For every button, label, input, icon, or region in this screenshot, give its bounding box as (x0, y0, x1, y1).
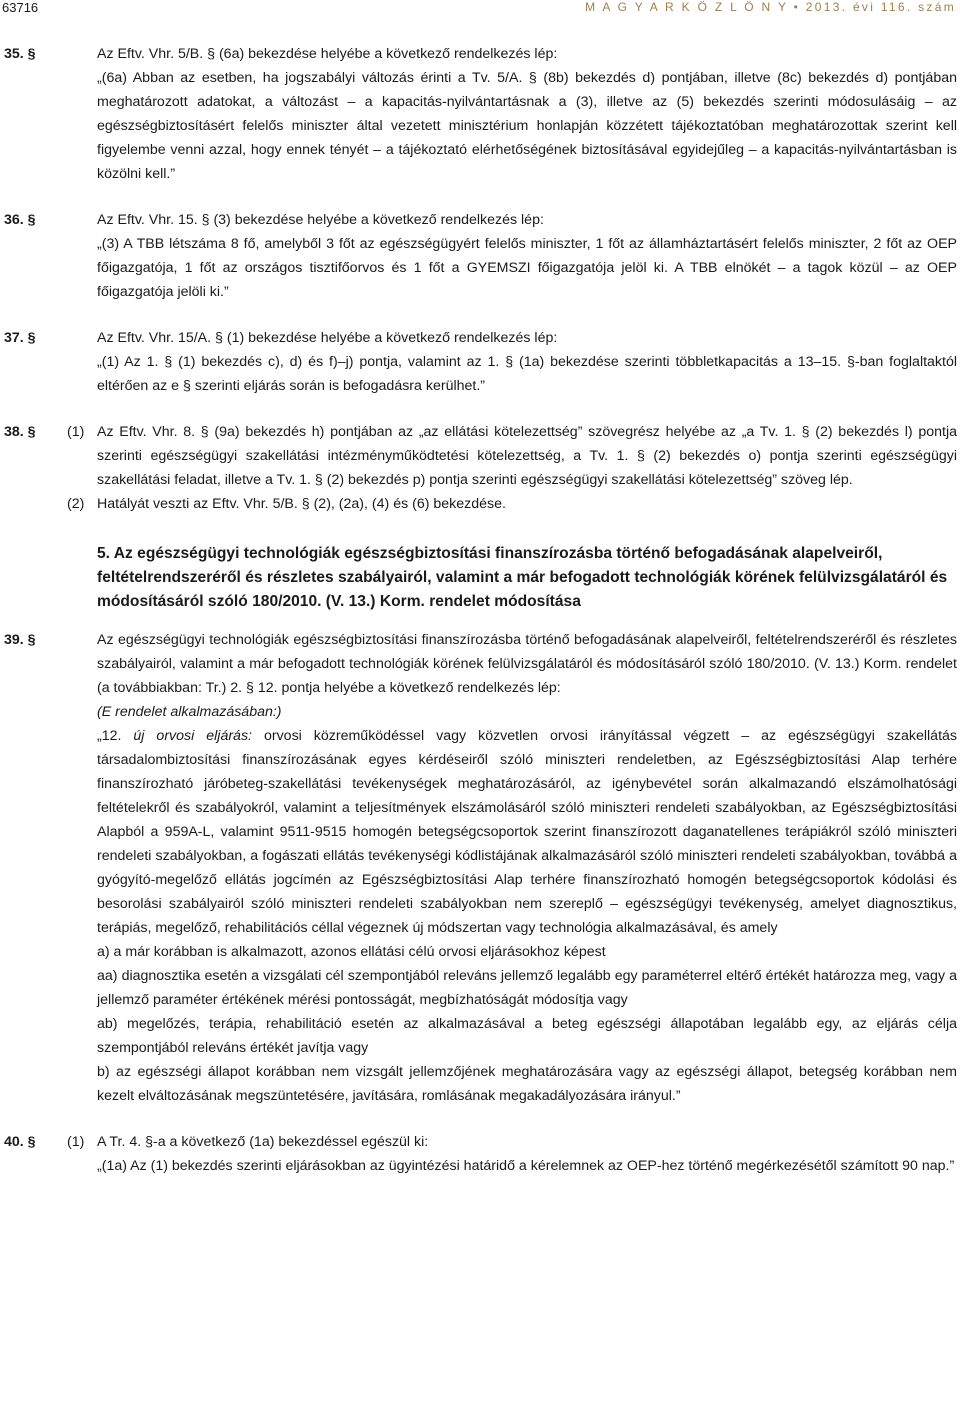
section-number: 39. § (4, 632, 36, 648)
amendment-text: „(1) Az 1. § (1) bekezdés c), d) és f)–j) pontja, valamint az 1. § (1a) bekezdése szerinti többletkapacitás a 13–15. §-ban foglaltaktól eltérően az e § szerinti eljárás során is befogadásra kerülhet.” (97, 354, 957, 394)
section-35 (0, 42, 960, 186)
section-number: 35. § (4, 46, 36, 62)
subsection-body (97, 420, 957, 492)
section-38 (0, 420, 960, 516)
subsection-text: Az Eftv. Vhr. 8. § (9a) bekezdés h) pontjában az „az ellátási kötelezettség” szövegrész helyébe az „a Tv. 1. § (2) bekezdés l) pontja szerinti egészségügyi szakellátási intézményműködtetési kötelezettség, a Tv. 1. § (2) bekezdés o) pontja szerinti egészségügyi szakellátási feladat, illetve a Tv. 1. § (2) bekezdés p) pontja szerinti egészségügyi szakellátási kötelezettség” szöveg lép. (97, 424, 957, 488)
chapter-title: 5. Az egészségügyi technológiák egészségbiztosítási finanszírozásba történő befogadásának alapelveiről, feltételrendszeréről és részletes szabályairól, valamint a már befogadott technológiák körének felülvizsgálatáról és módosításáról szóló 180/2010. (V. 13.) Korm. rendelet módosítása (97, 545, 948, 610)
amendment-text: „(1a) Az (1) bekezdés szerinti eljárásokban az ügyintézési határidő a kérelemnek az OEP-hez történő megérkezésétől számított 90 nap.” (97, 1158, 955, 1174)
section-number: 38. § (4, 424, 36, 440)
section-body (97, 628, 957, 1108)
context-note: (E rendelet alkalmazásában:) (97, 704, 282, 720)
point-ab: ab) megelőzés, terápia, rehabilitáció esetén az alkalmazásával a beteg egészségi állapotában legalább egy, az eljárás célja szempontjából releváns értékét javítja vagy (97, 1016, 957, 1056)
section-number: 36. § (4, 212, 36, 228)
amendment-intro: Az Eftv. Vhr. 15. § (3) bekezdése helyébe a következő rendelkezés lép: (97, 212, 544, 228)
subsection-text: Hatályát veszti az Eftv. Vhr. 5/B. § (2), (2a), (4) és (6) bekezdése. (97, 496, 506, 512)
section-body (97, 42, 957, 186)
quote-open: „12. (97, 728, 134, 744)
subsection-text: A Tr. 4. §-a a következő (1a) bekezdéssel egészül ki: (97, 1134, 429, 1150)
section-number: 37. § (4, 330, 36, 346)
definition-paragraph (97, 724, 957, 940)
section-40 (0, 1130, 960, 1178)
subsection-number: (1) (67, 424, 85, 440)
page-number: 63716 (2, 0, 39, 15)
section-number: 40. § (4, 1134, 36, 1150)
amendment-intro: Az Eftv. Vhr. 5/B. § (6a) bekezdése helyébe a következő rendelkezés lép: (97, 46, 558, 62)
definition-text: orvosi közreműködéssel vagy közvetlen orvosi irányítással végzett – az egészségügyi szakellátás társadalombiztosítási finanszírozásának egyes kérdéseiről szóló miniszteri rendeletben, az Egészségbiztosítási Alap terhére finanszírozható járóbeteg-szakellátási tevékenységek meghatározásáról, az igénybevétel során alkalmazandó elszámolhatósági feltételekről és szabályokról, valamint a teljesítmények elszámolásáról szóló miniszteri rendeleti szabályokban, az Egészségbiztosítási Alapból a 959A-L, valamint 9511-9515 homogén betegségcsoportok szerint finanszírozott daganatellenes terápiákról szóló miniszteri rendeleti szabályokban, a fogászati ellátás tevékenységi kódlistájának alkalmazásáról szóló miniszteri rendeleti szabályokban, továbbá a gyógyító-megelőző ellátás jogcímén az Egészségbiztosítási Alap terhére finanszírozható homogén betegségcsoportok kódolási és besorolási szabályairól szóló miniszteri rendeleti szabályokban nem szereplő – egészségügyi tevékenység, amelyet diagnosztikus, terápiás, megelőző, rehabilitációs céllal végeznek új módszertan vagy technológia alkalmazásával, és amely (97, 728, 957, 936)
subsection-number: (1) (67, 1134, 85, 1150)
journal-title: M A G Y A R K Ö Z L Ö N Y • 2013. évi 116. szám (585, 0, 956, 14)
page-header (0, 0, 960, 20)
section-body (97, 208, 957, 304)
section-36 (0, 208, 960, 304)
section-body (97, 326, 957, 398)
subsection-body (97, 1130, 957, 1178)
section-39 (0, 628, 960, 1108)
amendment-intro: Az Eftv. Vhr. 15/A. § (1) bekezdése helyébe a következő rendelkezés lép: (97, 330, 558, 346)
defined-term: új orvosi eljárás: (133, 728, 252, 744)
amendment-text: „(3) A TBB létszáma 8 fő, amelyből 3 főt az egészségügyért felelős miniszter, 1 főt az államháztartásért felelős miniszter, 2 főt az OEP főigazgatója, 1 főt az országos tisztifőorvos és 1 főt a GYEMSZI főigazgatója jelöl ki. A TBB elnökét – a tagok közül – az OEP főigazgatója jelöli ki.” (97, 236, 957, 300)
document-body (0, 30, 960, 1178)
point-b: b) az egészségi állapot korábban nem vizsgált jellemzőjének meghatározására vagy az egészségi állapot, betegség korábban nem kezelt elváltozásának megszüntetésére, javítására, romlásának megakadályozására irányul.” (97, 1064, 957, 1104)
amendment-intro: Az egészségügyi technológiák egészségbiztosítási finanszírozásba történő befogadásának alapelveiről, feltételrendszeréről és részletes szabályairól, valamint a már befogadott technológiák körének felülvizsgálatáról és módosításáról szóló 180/2010. (V. 13.) Korm. rendelet (a továbbiakban: Tr.) 2. § 12. pontja helyébe a következő rendelkezés lép: (97, 632, 957, 696)
subsection-body (97, 492, 957, 516)
point-a: a) a már korábban is alkalmazott, azonos ellátási célú orvosi eljárásokhoz képest (97, 944, 606, 960)
section-37 (0, 326, 960, 398)
amendment-text: „(6a) Abban az esetben, ha jogszabályi változás érinti a Tv. 5/A. § (8b) bekezdés d) pontjában, illetve (8c) bekezdés d) pontjában meghatározott adatokat, a változást – a kapacitás-nyilvántartásnak a (3), illetve az (5) bekezdés szerinti módosulásáig – az egészségbiztosításért felelős miniszter által vezetett minisztérium honlapján közzétett tájékoztatóban meghatározottak szerint kell figyelembe venni azzal, hogy ennek tényét – a tájékoztató elérhetőségének biztosításával egyidejűleg – a kapacitás-nyilvántartásban is közölni kell.” (97, 70, 957, 182)
subsection-number: (2) (67, 496, 85, 512)
point-aa: aa) diagnosztika esetén a vizsgálati cél szempontjából releváns jellemző legalább egy paraméterrel eltérő értékét határozza meg, vagy a jellemző paraméter értékének mérési pontosságát, megbízhatóságát módosítja vagy (97, 968, 957, 1008)
